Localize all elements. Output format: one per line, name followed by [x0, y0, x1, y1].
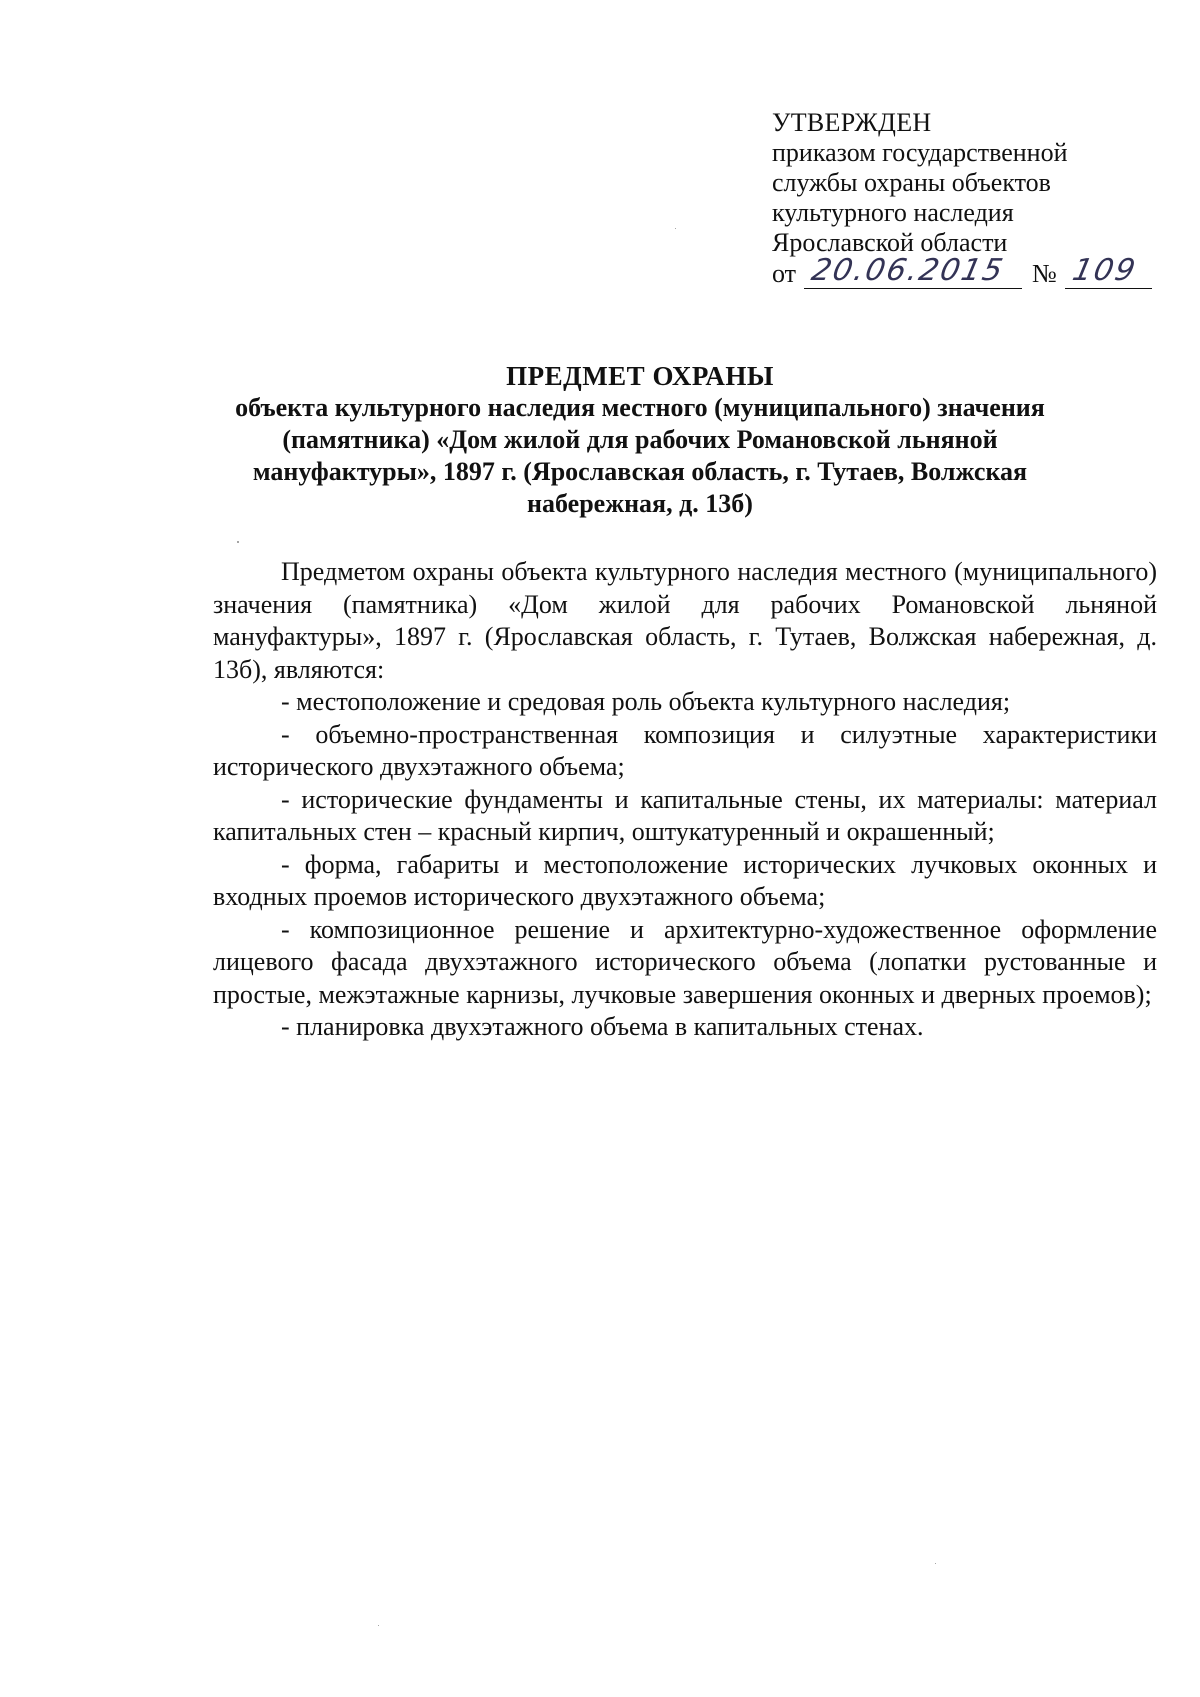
scan-speck — [237, 541, 239, 543]
document-subtitle: объекта культурного наследия местного (муниципального) значения (памятника) «Дом жилой для рабочих Романовской льняной мануфактуры», 1897 г. (Ярославская область, г. Тутаев, Волжская набережная, д. 13б) — [235, 393, 1045, 518]
list-item: - планировка двухэтажного объема в капитальных стенах. — [281, 1012, 924, 1041]
approval-date-number-row — [772, 253, 1152, 289]
list-item: - исторические фундаменты и капитальные стены, их материалы: материал капитальных стен – красный кирпич, оштукатуренный и окрашенный; — [213, 784, 1157, 846]
list-item: - местоположение и средовая роль объекта культурного наследия; — [281, 687, 1011, 716]
document-title: ПРЕДМЕТ ОХРАНЫ — [506, 361, 774, 391]
number-sign: № — [1032, 259, 1057, 288]
document-body — [213, 556, 1157, 1044]
approval-block — [772, 108, 1152, 289]
scan-speck — [675, 228, 676, 229]
list-item: - композиционное решение и архитектурно-художественное оформление лицевого фасада двухэтажного исторического объема (лопатки рустованные и простые, межэтажные карнизы, лучковые завершения оконных и дверных проемов); — [213, 914, 1157, 1009]
approval-line: приказом государственной — [772, 138, 1068, 167]
handwritten-date: 20.06.2015 — [808, 253, 1008, 288]
scan-speck — [378, 1625, 379, 1626]
date-field — [804, 253, 1022, 289]
approval-line: культурного наследия — [772, 198, 1014, 227]
scan-speck — [935, 1563, 936, 1564]
intro-paragraph: Предметом охраны объекта культурного наследия местного (муниципального) значения (памятника) «Дом жилой для рабочих Романовской льняной мануфактуры», 1897 г. (Ярославская область, г. Тутаев, Волжская набережная, д. 13б), являются: — [213, 557, 1157, 684]
approval-line: службы охраны объектов — [772, 168, 1051, 197]
number-field — [1065, 253, 1152, 289]
date-prefix: от — [772, 259, 797, 288]
approval-line: Ярославской области — [772, 228, 1008, 257]
document-title-block — [200, 360, 1080, 520]
handwritten-number: 109 — [1069, 253, 1140, 288]
approval-heading: УТВЕРЖДЕН — [772, 108, 932, 137]
list-item: - форма, габариты и местоположение исторических лучковых оконных и входных проемов исторического двухэтажного объема; — [213, 849, 1157, 911]
list-item: - объемно-пространственная композиция и силуэтные характеристики исторического двухэтажного объема; — [213, 719, 1157, 781]
